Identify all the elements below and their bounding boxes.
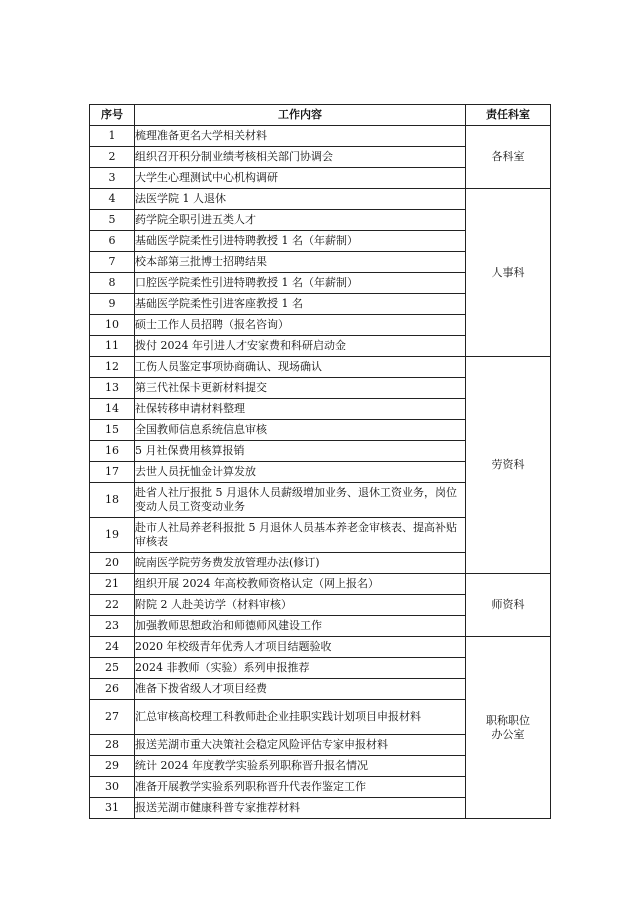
- row-seq: 8: [90, 273, 135, 294]
- row-seq: 27: [90, 700, 135, 735]
- dept-cell: 各科室: [466, 126, 551, 189]
- header-seq: 序号: [90, 105, 135, 126]
- dept-line: 职称职位: [486, 713, 530, 727]
- dept-cell: [466, 637, 551, 819]
- row-seq: 13: [90, 378, 135, 399]
- row-seq: 5: [90, 210, 135, 231]
- row-seq: 29: [90, 756, 135, 777]
- header-content: 工作内容: [135, 105, 466, 126]
- row-seq: 9: [90, 294, 135, 315]
- row-seq: 23: [90, 616, 135, 637]
- row-seq: 22: [90, 595, 135, 616]
- table-row: [90, 126, 551, 147]
- row-seq: 19: [90, 518, 135, 553]
- row-task: 法医学院 1 人退休: [135, 189, 466, 210]
- row-task: 报送芜湖市健康科普专家推荐材料: [135, 798, 466, 819]
- row-seq: 6: [90, 231, 135, 252]
- row-seq: 18: [90, 483, 135, 518]
- row-task: 拨付 2024 年引进人才安家费和科研启动金: [135, 336, 466, 357]
- row-seq: 10: [90, 315, 135, 336]
- row-task: 大学生心理测试中心机构调研: [135, 168, 466, 189]
- row-seq: 21: [90, 574, 135, 595]
- row-task: 全国教师信息系统信息审核: [135, 420, 466, 441]
- row-task: 工伤人员鉴定事项协商确认、现场确认: [135, 357, 466, 378]
- row-seq: 24: [90, 637, 135, 658]
- row-seq: 25: [90, 658, 135, 679]
- row-seq: 2: [90, 147, 135, 168]
- table-row: [90, 189, 551, 210]
- row-task: 统计 2024 年度教学实验系列职称晋升报名情况: [135, 756, 466, 777]
- row-task: 去世人员抚恤金计算发放: [135, 462, 466, 483]
- row-task: 附院 2 人赴美访学（材料审核）: [135, 595, 466, 616]
- dept-cell: 劳资科: [466, 357, 551, 574]
- dept-line: 办公室: [491, 727, 525, 741]
- row-seq: 15: [90, 420, 135, 441]
- dept-cell: 人事科: [466, 189, 551, 357]
- row-task: 2020 年校级青年优秀人才项目结题验收: [135, 637, 466, 658]
- row-task: 第三代社保卡更新材料提交: [135, 378, 466, 399]
- row-task: 5 月社保费用核算报销: [135, 441, 466, 462]
- row-seq: 4: [90, 189, 135, 210]
- table-row: [90, 574, 551, 595]
- row-task: 赴市人社局养老科报批 5 月退休人员基本养老金审核表、提高补贴审核表: [135, 518, 466, 553]
- row-seq: 30: [90, 777, 135, 798]
- row-task: 报送芜湖市重大决策社会稳定风险评估专家申报材料: [135, 735, 466, 756]
- row-seq: 12: [90, 357, 135, 378]
- row-task: 2024 非教师（实验）系列申报推荐: [135, 658, 466, 679]
- row-seq: 16: [90, 441, 135, 462]
- row-task: 汇总审核高校理工科教师赴企业挂职实践计划项目申报材料: [135, 700, 466, 735]
- row-seq: 3: [90, 168, 135, 189]
- row-task: 组织开展 2024 年高校教师资格认定（网上报名）: [135, 574, 466, 595]
- row-task: 准备下拨省级人才项目经费: [135, 679, 466, 700]
- work-plan-table: [89, 104, 551, 819]
- row-seq: 17: [90, 462, 135, 483]
- row-task: 梳理准备更名大学相关材料: [135, 126, 466, 147]
- row-seq: 11: [90, 336, 135, 357]
- row-seq: 20: [90, 553, 135, 574]
- row-task: 基础医学院柔性引进特聘教授 1 名（年薪制）: [135, 231, 466, 252]
- table-row: [90, 357, 551, 378]
- header-dept: 责任科室: [466, 105, 551, 126]
- dept-cell: 师资科: [466, 574, 551, 637]
- row-task: 基础医学院柔性引进客座教授 1 名: [135, 294, 466, 315]
- row-seq: 26: [90, 679, 135, 700]
- row-task: 准备开展教学实验系列职称晋升代表作鉴定工作: [135, 777, 466, 798]
- row-task: 口腔医学院柔性引进特聘教授 1 名（年薪制）: [135, 273, 466, 294]
- row-task: 组织召开积分制业绩考核相关部门协调会: [135, 147, 466, 168]
- row-seq: 31: [90, 798, 135, 819]
- row-task: 加强教师思想政治和师德师风建设工作: [135, 616, 466, 637]
- row-task: 社保转移申请材料整理: [135, 399, 466, 420]
- table-row: [90, 637, 551, 658]
- row-task: 校本部第三批博士招聘结果: [135, 252, 466, 273]
- row-task: 皖南医学院劳务费发放管理办法(修订): [135, 553, 466, 574]
- row-seq: 14: [90, 399, 135, 420]
- table-header-row: [90, 105, 551, 126]
- row-seq: 28: [90, 735, 135, 756]
- row-seq: 7: [90, 252, 135, 273]
- row-seq: 1: [90, 126, 135, 147]
- row-task: 药学院全职引进五类人才: [135, 210, 466, 231]
- row-task: 赴省人社厅报批 5 月退休人员薪级增加业务、退休工资业务，岗位变动人员工资变动业务: [135, 483, 466, 518]
- row-task: 硕士工作人员招聘（报名咨询）: [135, 315, 466, 336]
